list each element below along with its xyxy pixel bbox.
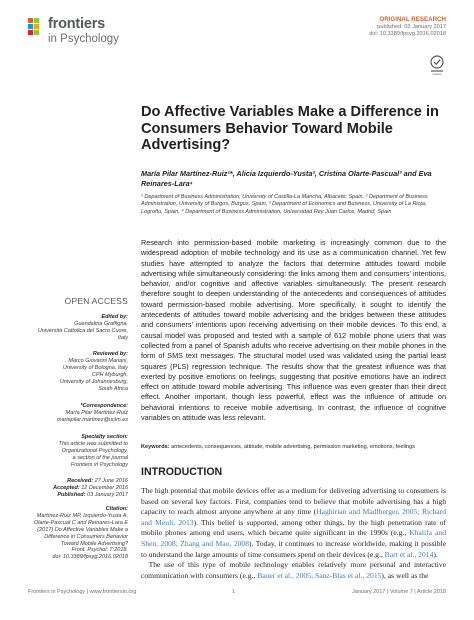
reviewed-by-label: Reviewed by: (92, 351, 128, 357)
footer-journal[interactable]: Frontiers in Psychology | www.frontiersin.org (28, 589, 137, 595)
accepted-date: Accepted: 12 December 2016 (53, 484, 128, 491)
footer-issue: January 2017 | Volume 7 | Article 2018 (352, 589, 446, 595)
abstract-text: Research into permission-based mobile marketing is increasingly common due to the widespread adoption of mobile technology and its use as a communication channel. Yet few studies have attempted to analyze the factors that determine attitudes toward mobile advertising while simultaneously considering: the links among them and consumers’ intentions, behavior, and/or cognitive and affective variables simultaneously. The present research therefore sought to deepen understanding of the antecedents and consequences of attitudes toward permission-based mobile advertising. More specifically, it sought to identify the antecedents of attitudes toward mobile advertising and the bridges between these attitudes and consumers’ intentions upon receiving advertising on their mobile devices. To this end, a causal model was proposed and tested with a sample of 612 mobile phone users that was collected from a panel of Spanish adults who receive advertising on their mobile phones in the form of SMS text messages. The structural model used was validated using the partial least squares (PLS) regression technique. The results show that the greatest influence was that exerted by positive emotions on feelings, suggesting that positive emotions have an indirect effect on attitude toward mobile advertising. This influence was even greater than their direct effect. Another important, though less powerful, effect was the influence of attitude on behavioral intentions to receive mobile advertising. In contrast, the influence of cognitive variables on attitude was less relevant. (141, 238, 446, 423)
affiliations: ¹ Department of Business Administration, University of Castilla-La Mancha, Albacete, Spain, ² Department of Business Administration, University of Burgos, Burgos, Spain, ³ Department of Economics and Business, University of La Rioja, Logroño, Spain, ⁴ Department of Business Administration, Universidad Rey Juan Carlos, Madrid, Spain (141, 194, 428, 215)
keywords-label: Keywords: (141, 444, 170, 450)
dates-block (28, 478, 128, 499)
open-access-label: OPEN ACCESS (64, 296, 128, 306)
edited-by-value: Guendalina Graffigna, Università Cattolica del Sacro Cuore, Italy (37, 320, 128, 341)
correspondence-value[interactable]: María Pilar Martínez-Ruiz mariapilar.martinez@uclm.es (56, 409, 128, 423)
edited-by-label: Edited by: (101, 314, 128, 320)
keywords (141, 444, 446, 451)
check-for-updates-icon[interactable] (430, 55, 444, 77)
logo-subtitle: in Psychology (48, 33, 119, 45)
keywords-text: antecedents, consequences, attitude, mobile advertising, permission marketing, emotions, feelings (171, 444, 415, 450)
citation-link[interactable]: Bauer et al., 2005; Sanz-Blas et al., 2015 (257, 570, 382, 580)
article-title: Do Affective Variables Make a Difference in Consumers Behavior Toward Mobile Advertising? (141, 104, 439, 153)
doi-link[interactable]: doi: 10.3389/fpsyg.2016.02018 (369, 31, 446, 37)
author-list: María Pilar Martínez-Ruiz¹*, Alicia Izquierdo-Yusta², Cristina Olarte-Pascual³ and Eva Reinares-Lara⁴ (141, 169, 432, 188)
citation-link[interactable]: Khalifa and Shen, 2008; Zhang and Mao, 2008 (141, 528, 447, 548)
reviewed-by-block (28, 351, 128, 392)
specialty-block (28, 434, 128, 469)
journal-logo[interactable] (28, 16, 138, 52)
edited-by-block (28, 314, 128, 342)
correspondence-label: *Correspondence: (80, 403, 128, 409)
introduction-body: The high potential that mobile devices offer as a medium for delivering advertising to consumers is based on several key factors. First, companies tend to believe that mobile advertising has a high capacity to reach almost anyone anywhere at any time (Haghirian and Madlberger, 2005; Richard and Meuli, 2013). This belief is supported, among other things, by the high penetration rate of mobile phones among end users, which became quite significant in the 1990s (e.g., Khalifa and Shen, 2008; Zhang and Mao, 2008). Today, it continues to increase worldwide, making it possible to understand the large amounts of time consumers spend on their devices (e.g., Bart et al., 2014). The use of this type of mobile technology enables relatively more personal and interactive communication with consumers (e.g., Bauer et al., 2005; Sanz-Blas et al., 2015), as well as the (141, 486, 447, 580)
published-date-sidebar: Published: 03 January 2017 (57, 491, 128, 498)
page-number: 1 (232, 589, 236, 595)
frontiers-logo-icon (28, 18, 44, 40)
publication-info (369, 24, 446, 38)
citation-value: Martínez-Ruiz MP, Izquierdo-Yusta A, Olarte-Pascual C and Reinares-Lara E (2017) Do Affective Variables Make a Difference in Consumers Behavior Toward Mobile Advertising? Front. Psychol. 7:2018. doi: 10.3389/fpsyg.2016.02018 (33, 512, 128, 561)
received-date: Received: 27 June 2016 (67, 478, 128, 484)
citation-label: Citation: (105, 506, 128, 512)
introduction-heading: INTRODUCTION (141, 466, 223, 478)
citation-link[interactable]: Bart et al., 2014 (384, 549, 434, 559)
correspondence-block (28, 403, 128, 424)
published-date: published: 03 January 2017 (377, 24, 446, 30)
citation-block (28, 506, 128, 561)
logo-name: frontiers (48, 16, 106, 32)
citation-link[interactable]: Haghirian and Madlberger, 2005; Richard and Meuli, 2013 (141, 507, 447, 527)
specialty-value: This article was submitted to Organizational Psychology, a section of the journal Frontiers in Psychology (58, 440, 128, 468)
specialty-label: Specialty section: (81, 434, 128, 440)
reviewed-by-value: Marco Giovanni Mariani, University of Bologna, Italy CPH Myburgh, University of Johannesburg, South Africa (59, 357, 128, 392)
article-type: ORIGINAL RESEARCH (379, 16, 446, 23)
